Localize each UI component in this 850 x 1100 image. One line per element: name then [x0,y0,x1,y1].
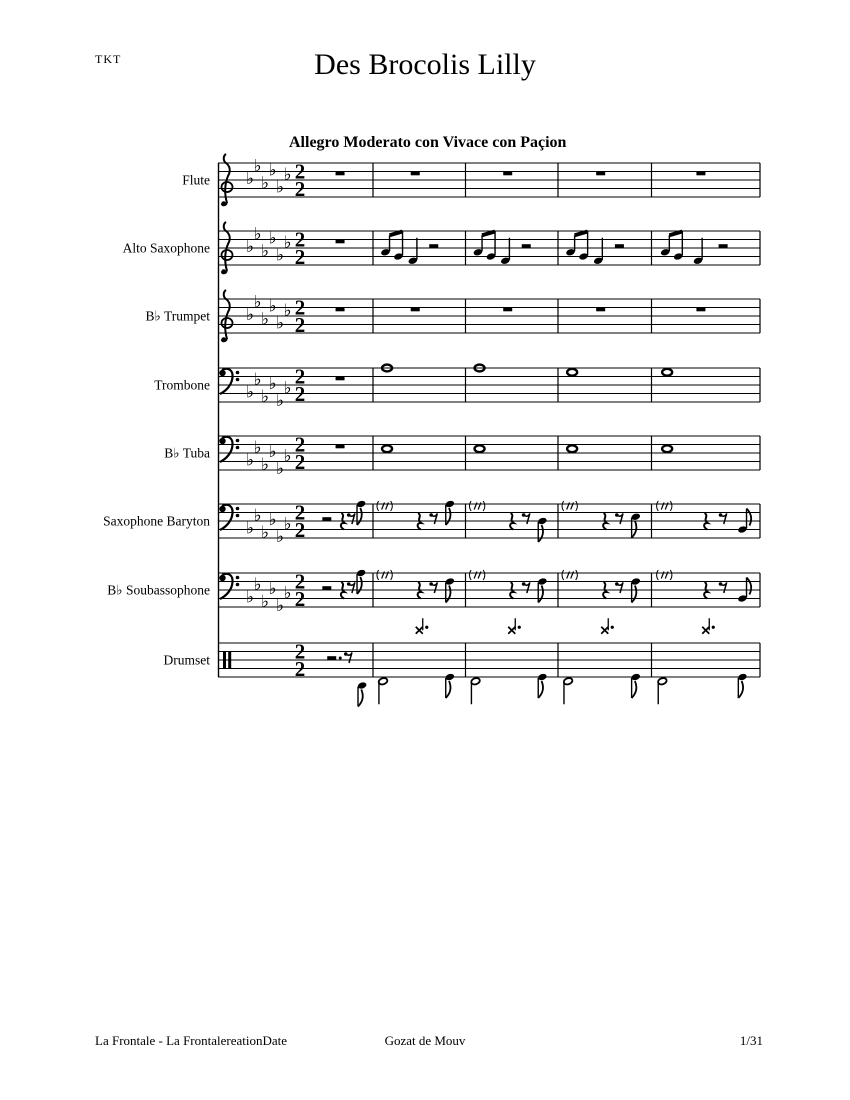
flat-sign: ♭ [268,374,277,394]
instrument-label: Alto Saxophone [122,240,210,256]
time-signature-digit: 2 [294,227,306,252]
flat-sign: ♭ [268,296,277,317]
flat-sign: ♭ [260,386,270,407]
time-signature-digit: 2 [294,245,306,269]
flat-sign: ♭ [268,579,277,599]
time-signature-digit: 2 [294,569,306,594]
flat-sign: ♭ [253,437,262,458]
flat-sign: ♭ [253,224,262,245]
flat-sign: ♭ [253,292,262,313]
staff-b-soubassophone [107,569,760,616]
flat-sign: ♭ [268,160,277,181]
footer-page-number: 1/31 [739,1033,763,1048]
footer-center: Gozat de Mouv [384,1033,466,1048]
flat-sign: ♭ [283,514,292,535]
flat-sign: ♭ [275,596,285,616]
flat-sign: ♭ [283,164,292,185]
staff-saxophone-baryton [103,500,760,547]
flat-sign: ♭ [253,156,262,177]
time-signature-digit: 2 [294,364,306,389]
instrument-label: B♭ Soubassophone [107,582,210,598]
time-signature-digit: 2 [294,450,306,474]
flat-sign: ♭ [283,378,292,399]
instrument-label: Flute [182,172,210,188]
page-title: Des Brocolis Lilly [314,48,536,81]
flat-sign: ♭ [245,169,255,189]
time-signature-digit: 2 [294,177,306,201]
instrument-label: Trombone [154,377,210,393]
staff-flute [182,154,760,206]
time-signature-digit: 2 [294,500,306,525]
flat-sign: ♭ [245,518,255,539]
instrument-label: Saxophone Baryton [103,513,210,529]
staff-drumset [164,618,761,706]
flat-sign: ♭ [275,459,285,479]
flat-sign: ♭ [268,228,277,249]
flat-sign: ♭ [268,510,277,530]
time-signature-digit: 2 [294,382,306,406]
flat-sign: ♭ [245,237,255,257]
flat-sign: ♭ [260,173,270,194]
instrument-label: B♭ Trumpet [145,308,210,324]
flat-sign: ♭ [253,574,262,595]
time-signature-digit: 2 [294,587,306,611]
flat-sign: ♭ [275,313,285,334]
time-signature-digit: 2 [294,657,306,681]
flat-sign: ♭ [260,591,270,612]
flat-sign: ♭ [275,391,285,411]
flat-sign: ♭ [245,305,255,325]
flat-sign: ♭ [253,369,262,390]
staff-b-tuba [164,433,760,480]
time-signature-digit: 2 [294,313,306,337]
flat-sign: ♭ [245,450,255,471]
flat-sign: ♭ [283,300,292,321]
flat-sign: ♭ [260,522,270,543]
flat-sign: ♭ [245,587,255,608]
instrument-label: Drumset [163,652,210,668]
page-footer [0,1033,850,1053]
flat-sign: ♭ [275,245,285,266]
time-signature-digit: 2 [294,295,306,320]
flat-sign: ♭ [275,527,285,547]
flat-sign: ♭ [275,177,285,198]
part-label: TKT [95,52,122,66]
flat-sign: ♭ [260,454,270,475]
flat-sign: ♭ [283,583,292,604]
time-signature-digit: 2 [294,159,306,184]
flat-sign: ♭ [260,241,270,262]
flat-sign: ♭ [283,232,292,253]
flat-sign: ♭ [253,505,262,526]
time-signature-digit: 2 [294,432,306,457]
flat-sign: ♭ [283,446,292,467]
flat-sign: ♭ [260,309,270,330]
instrument-label: B♭ Tuba [164,445,210,461]
flat-sign: ♭ [268,442,277,462]
staff-b-trumpet [145,290,760,342]
time-signature-digit: 2 [294,518,306,542]
time-signature-digit: 2 [294,639,306,664]
staff-trombone [154,365,760,412]
flat-sign: ♭ [245,382,255,403]
tempo-marking: Allegro Moderato con Vivace con Paçion [289,134,567,151]
footer-left: La Frontale - La FrontalereationDate [95,1033,288,1048]
